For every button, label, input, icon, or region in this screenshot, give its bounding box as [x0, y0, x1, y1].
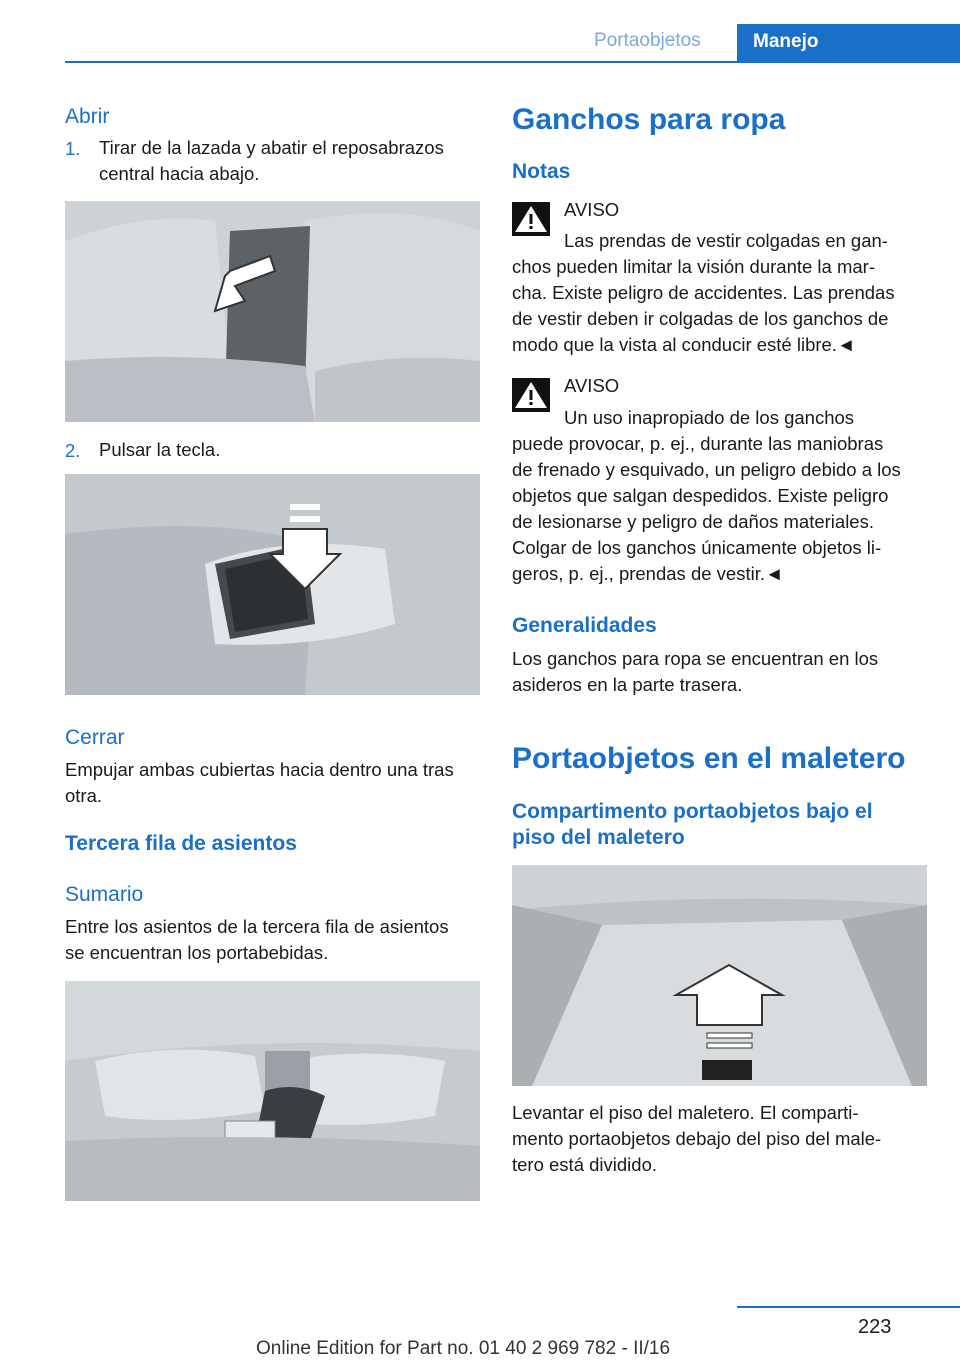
- warning2-line3: de frenado y esquivado, un peligro debido a los: [512, 459, 901, 480]
- rear-seat-armrest-image: [65, 201, 480, 422]
- header-section-tab: Portaobjetos: [594, 30, 701, 51]
- warning1-label: AVISO: [564, 199, 620, 220]
- sumario-heading: Sumario: [65, 883, 144, 906]
- trunk-floor-image: [512, 865, 927, 1086]
- warning2-line5: de lesionarse y peligro de daños materiales.: [512, 511, 874, 532]
- warning1-line5: modo que la vista al conducir esté libre.◄: [512, 334, 856, 355]
- sumario-line2: se encuentran los portabebidas.: [65, 942, 329, 963]
- notas-heading: Notas: [512, 160, 571, 183]
- warning1-line1: Las prendas de vestir colgadas en gan‐: [564, 230, 888, 251]
- generalidades-line2: asideros en la parte trasera.: [512, 674, 743, 695]
- warning2-label: AVISO: [564, 375, 620, 396]
- warning2-line2: puede provocar, p. ej., durante las maniobras: [512, 433, 884, 454]
- third-row-cupholders-image: [65, 981, 480, 1201]
- step2-number: 2.: [65, 440, 81, 461]
- compartimento-heading-line2: piso del maletero: [512, 826, 685, 849]
- levantar-line3: tero está dividido.: [512, 1154, 658, 1175]
- step1-number: 1.: [65, 138, 81, 159]
- warning2-line6: Colgar de los ganchos únicamente objetos li‐: [512, 537, 882, 558]
- edition-note: Online Edition for Part no. 01 40 2 969 782 - II/16: [256, 1338, 671, 1359]
- generalidades-line1: Los ganchos para ropa se encuentran en los: [512, 648, 879, 669]
- warning2-line7: geros, p. ej., prendas de vestir.◄: [512, 563, 784, 584]
- step1-line1: Tirar de la lazada y abatir el reposabrazos: [99, 137, 444, 158]
- third-row-cupholders-illustration: [65, 981, 480, 1201]
- cerrar-line1: Empujar ambas cubiertas hacia dentro una tras: [65, 759, 454, 780]
- warning-triangle-icon: [512, 378, 550, 412]
- warning1-line4: de vestir deben ir colgadas de los ganchos de: [512, 308, 889, 329]
- sumario-line1: Entre los asientos de la tercera fila de asientos: [65, 916, 449, 937]
- header-chapter-tab: [737, 24, 960, 62]
- compartimento-heading-line1: Compartimento portaobjetos bajo el: [512, 800, 873, 823]
- armrest-cupholder-image: [65, 474, 480, 695]
- levantar-line2: mento portaobjetos debajo del piso del male‐: [512, 1128, 882, 1149]
- tercera-fila-heading: Tercera fila de asientos: [65, 832, 297, 855]
- warning-triangle-icon: [512, 202, 550, 236]
- cerrar-line2: otra.: [65, 785, 103, 806]
- page-number: 223: [858, 1316, 892, 1338]
- header-rule: [65, 61, 960, 63]
- levantar-line1: Levantar el piso del maletero. El comparti‐: [512, 1102, 859, 1123]
- trunk-floor-illustration: [512, 865, 927, 1086]
- abrir-heading: Abrir: [65, 105, 110, 128]
- step2-text: Pulsar la tecla.: [99, 439, 221, 460]
- armrest-cupholder-illustration: [65, 474, 480, 695]
- step1-line2: central hacia abajo.: [99, 163, 260, 184]
- footer-rule: [737, 1306, 960, 1308]
- rear-seat-armrest-illustration: [65, 201, 480, 422]
- cerrar-heading: Cerrar: [65, 726, 125, 749]
- generalidades-heading: Generalidades: [512, 614, 657, 637]
- warning1-line3: cha. Existe peligro de accidentes. Las prendas: [512, 282, 895, 303]
- maletero-heading: Portaobjetos en el maletero: [512, 742, 906, 775]
- header-chapter-label: Manejo: [753, 31, 819, 52]
- warning2-line4: objetos que salgan despedidos. Existe peligro: [512, 485, 889, 506]
- warning2-line1: Un uso inapropiado de los ganchos: [564, 407, 855, 428]
- ganchos-heading: Ganchos para ropa: [512, 103, 786, 136]
- warning1-line2: chos pueden limitar la visión durante la mar‐: [512, 256, 875, 277]
